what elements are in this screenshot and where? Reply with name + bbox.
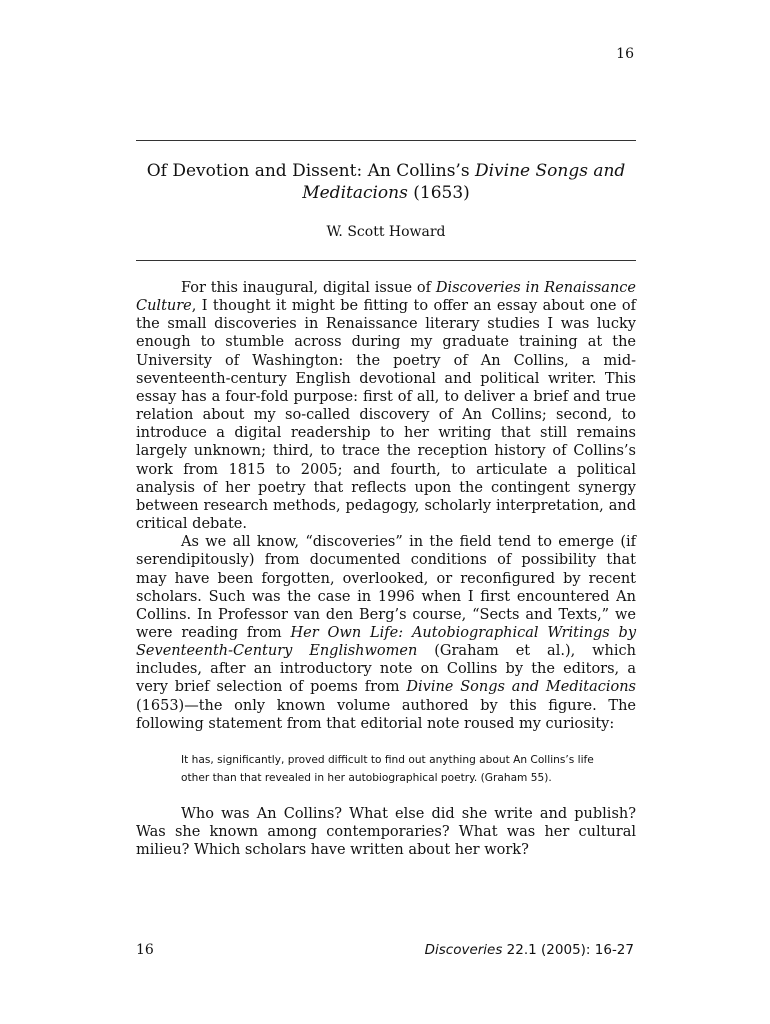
work-title-italic: Divine Songs and Meditacions bbox=[406, 679, 636, 696]
title-rule-top bbox=[136, 140, 636, 141]
paragraph-1: For this inaugural, digital issue of Discoveries in Renaissance Culture, I thought it might be fitting to offer an essay about one of the small discoveries in Renaissance literary studies I was lucky enough to stumble across during my graduate training at the University of Washington: the poetry of An Collins, a mid-seventeenth-century English devotional and political writer. This essay has a four-fold purpose: first of all, to deliver a brief and true relation about my so-called discovery of An Collins; second, to introduce a digital readership to her writing that still remains largely unknown; third, to trace the reception history of Collins’s work from 1815 to 2005; and fourth, to articulate a political analysis of her poetry that reflects upon the contingent synergy between research methods, pedagogy, scholarly interpretation, and critical debate. bbox=[136, 280, 636, 533]
title-rule-bottom bbox=[136, 260, 636, 261]
article-title bbox=[136, 160, 636, 204]
paragraph-3: Who was An Collins? What else did she write and publish? Was she known among contemporaries? What was her cultural milieu? Which scholars have written about her work? bbox=[136, 805, 636, 859]
paragraph-2: As we all know, “discoveries” in the field tend to emerge (if serendipitously) from documented conditions of possibility that may have been forgotten, overlooked, or reconfigured by recent scholars. Such was the case in 1996 when I first encountered An Collins. In Professor van den Berg’s course, “Sects and Texts,” we were reading from Her Own Life: Autobiographical Writings by Seventeenth-Century Englishwomen (Graham et al.), which includes, after an introductory note on Collins by the editors, a very brief selection of poems from Divine Songs and Meditacions (1653)—the only known volume authored by this figure. The following statement from that editorial note roused my curiosity: bbox=[136, 534, 637, 732]
block-quote: It has, significantly, proved difficult to find out anything about An Collins’s life other than that revealed in her autobiographical poetry. (Graham 55). bbox=[181, 753, 594, 784]
article-body bbox=[136, 279, 636, 859]
footer-volume: 22.1 (2005): 16-27 bbox=[502, 942, 634, 958]
title-year: (1653) bbox=[407, 183, 470, 203]
book-title-italic: Her Own Life: Autobiographical Writings by Seventeenth-Century Englishwomen bbox=[136, 624, 637, 660]
title-italic-work: Divine Songs and Meditacions bbox=[302, 161, 626, 203]
footer-citation bbox=[425, 942, 634, 958]
title-text: Of Devotion and Dissent: An Collins’s bbox=[146, 161, 475, 181]
author-name: W. Scott Howard bbox=[326, 224, 446, 240]
footer-journal: Discoveries bbox=[424, 942, 503, 958]
footer-page-number: 16 bbox=[136, 942, 154, 958]
page-number-top: 16 bbox=[616, 46, 634, 62]
journal-italic: Discoveries in Renaissance Culture bbox=[136, 280, 636, 315]
